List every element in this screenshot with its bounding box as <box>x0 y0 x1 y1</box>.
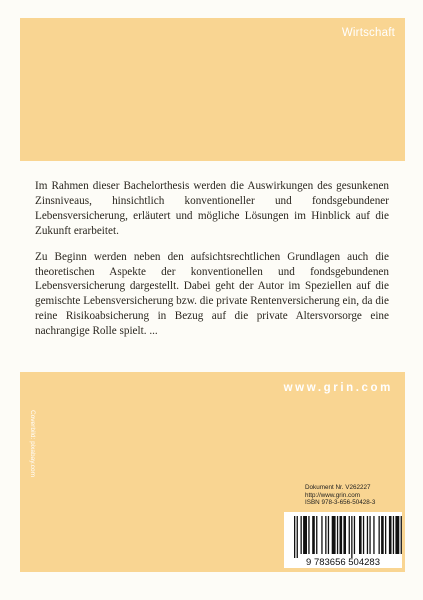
barcode-bar <box>328 516 329 554</box>
barcode-bar <box>373 516 374 554</box>
barcode-bar <box>354 516 355 554</box>
barcode-bar <box>389 516 392 554</box>
barcode-bar <box>367 516 368 554</box>
barcode-graphic <box>284 512 402 568</box>
barcode-bar <box>337 516 338 554</box>
blurb <box>35 179 389 350</box>
barcode-bar <box>351 516 352 558</box>
barcode-bar <box>294 516 295 558</box>
barcode-bar <box>359 516 362 554</box>
barcode-bar <box>340 516 343 554</box>
barcode-bar <box>316 516 317 554</box>
barcode-bar <box>332 516 336 554</box>
publisher-url: http://www.grin.com <box>305 491 360 499</box>
document-number: Dokument Nr. V262227 <box>305 484 371 491</box>
category-label: Wirtschaft <box>341 27 395 39</box>
barcode-bar <box>349 516 350 554</box>
barcode-bar <box>325 516 326 554</box>
barcode-bar <box>401 516 402 554</box>
barcode-bar <box>363 516 364 554</box>
barcode-bar <box>312 516 315 554</box>
top-color-panel <box>20 18 405 161</box>
cover-image-credit: Coverbild: pixabay.com <box>29 410 36 478</box>
barcode-digits: 9 783656 504283 <box>306 557 380 568</box>
barcode-bar <box>385 516 386 554</box>
barcode-bar <box>321 516 322 554</box>
barcode-bar <box>301 516 302 554</box>
barcode-bar <box>393 516 394 554</box>
barcode-bar <box>395 516 399 554</box>
barcode-bar <box>369 516 370 554</box>
blurb-paragraph-2: Zu Beginn werden neben den aufsichtsrechtlichen Grundlagen auch die theoretischen Aspekte der konventionellen und fondsgebundenen Lebensversicherung dargestellt. Dabei geht der Autor im Speziellen auf die gemischte Lebensversicherung bzw. die private Rentenversicherung ein, da die reine Risikoabsicherung in Bezug auf die private Altersvorsorge eine nachrangige Rolle spielt. ... <box>35 250 389 338</box>
barcode-bar <box>303 516 307 554</box>
publisher-website: www.grin.com <box>283 382 393 394</box>
barcode-bar <box>343 516 346 554</box>
isbn-barcode <box>284 512 402 568</box>
barcode-bar <box>308 516 309 554</box>
document-meta <box>305 484 375 507</box>
barcode-bar <box>297 516 298 558</box>
isbn: ISBN 978-3-656-50428-3 <box>305 499 376 507</box>
blurb-paragraph-1: Im Rahmen dieser Bachelorthesis werden die Auswirkungen des gesunkenen Zinsniveaus, hinsichtlich konventioneller und fondsgebundener Lebensversicherung, erläutert und mögliche Lösungen im Hinblick auf die Zukunft erarbeitet. <box>35 180 389 237</box>
barcode-bar <box>379 516 380 554</box>
barcode-bar <box>381 516 384 554</box>
